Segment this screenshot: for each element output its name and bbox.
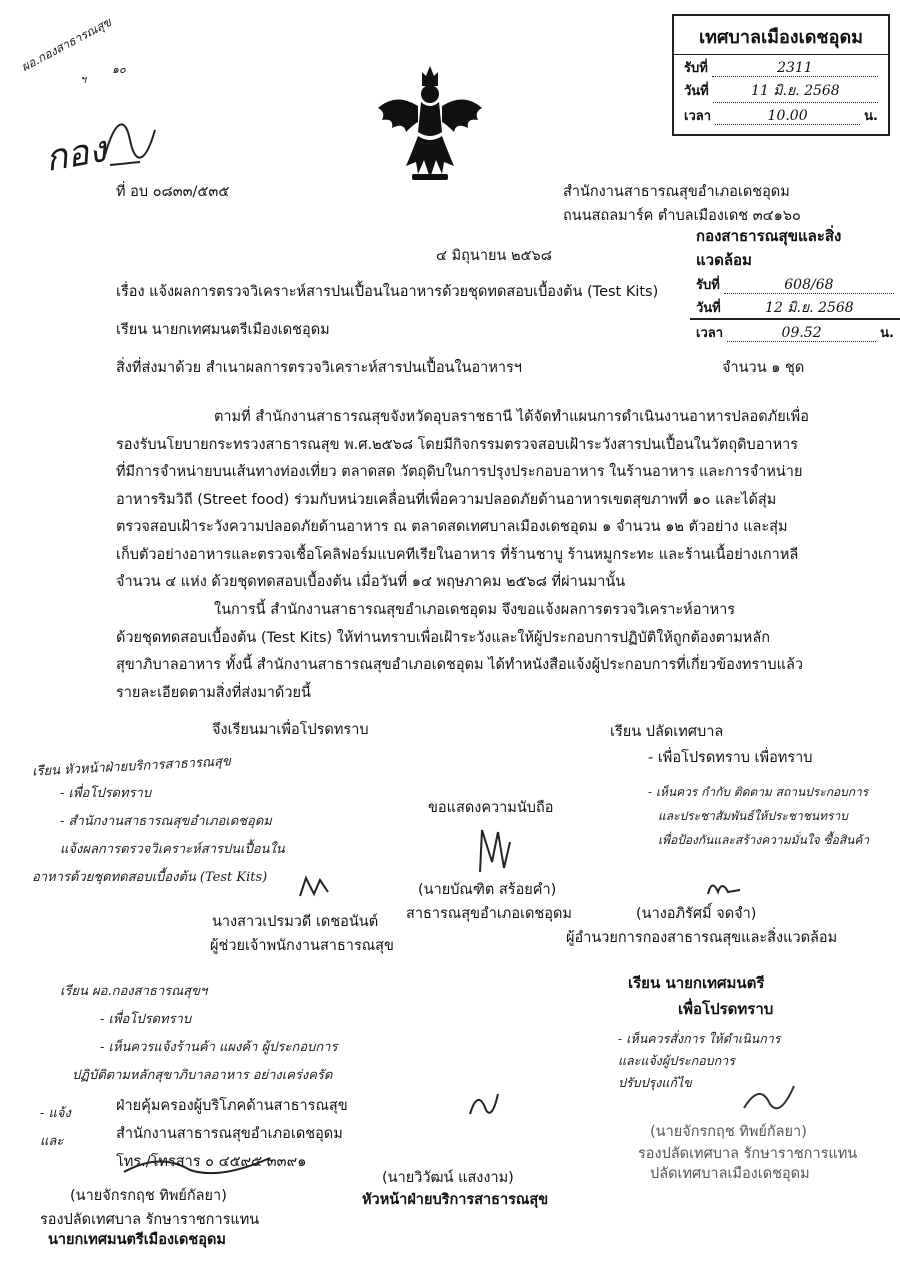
signature-left <box>296 872 336 902</box>
document-subject: เรื่อง แจ้งผลการตรวจวิเคราะห์สารปนเปื้อนในอาหารด้วยชุดทดสอบเบื้องต้น (Test Kits) <box>116 284 659 300</box>
left-signer-name: นางสาวเปรมวดี เดชอนันต์ <box>212 914 379 930</box>
document-recipient: เรียน นายกเทศมนตรีเมืองเดชอุดม <box>116 322 330 338</box>
stamp-time-value: 10.00 <box>715 108 860 125</box>
document-enclosure: สิ่งที่ส่งมาด้วย สำเนาผลการตรวจวิเคราะห์สารปนเปื้อนในอาหารฯ <box>116 360 522 376</box>
stamp-date-value: 11 มิ.ย. 2568 <box>713 80 878 103</box>
middle-signer-name: (นายวิวัฒน์ แสงงาม) <box>382 1170 514 1186</box>
bottom-right-signer-position: รองปลัดเทศบาล รักษาราชการแทน <box>638 1146 858 1162</box>
paragraph-line: จำนวน ๔ แห่ง ด้วยชุดทดสอบเบื้องต้น เมื่อวันที่ ๑๔ พฤษภาคม ๒๕๖๘ ที่ผ่านมานั้น <box>116 574 626 590</box>
paragraph-line: รายละเอียดตามสิ่งที่ส่งมาด้วยนี้ <box>116 684 311 701</box>
mayor-note-subtitle: เพื่อโปรดทราบ <box>678 1000 774 1018</box>
signer-position: สาธารณสุขอำเภอเดชอุดม <box>406 906 572 922</box>
contact-department: ฝ่ายคุ้มครองผู้บริโภคด้านสาธารณสุข <box>116 1098 348 1114</box>
document-date: ๔ มิถุนายน ๒๕๖๘ <box>436 248 552 264</box>
receipt-stamp-municipality <box>672 14 890 136</box>
handwritten-signature: กอง <box>42 128 110 180</box>
bottom-right-signer-position: ปลัดเทศบาลเมืองเดชอุดม <box>650 1166 810 1182</box>
signature-scribble <box>100 110 160 170</box>
stamp-received-number: 608/68 <box>724 277 894 294</box>
bottom-left-signer-position: รองปลัดเทศบาล รักษาราชการแทน <box>40 1212 260 1228</box>
stamp-date-row: วันที่ 11 มิ.ย. 2568 <box>684 80 878 103</box>
bottom-left-signer-name: (นายจักรกฤช ทิพย์กัลยา) <box>70 1188 227 1204</box>
stamp-time-row: เวลา 10.00 น. <box>684 108 878 124</box>
signature-middle <box>464 1084 504 1120</box>
enclosure-quantity: จำนวน ๑ ชุด <box>722 360 805 376</box>
signer-name: (นายบัณฑิต สร้อยคำ) <box>418 882 557 898</box>
stamp-date-row: วันที่ 12 มิ.ย. 2568 <box>696 297 894 320</box>
left-handwritten-note: เรียน หัวหน้าฝ่ายบริการสาธารณสุข - เพื่อโปรดทราบ - สำนักงานสาธารณสุขอำเภอเดชอุดม แจ้งผลการตรวจวิเคราะห์สารปนเปื้อนใน อาหารด้วยชุดทดสอบเบื้องต้น (Test Kits) <box>31 754 285 885</box>
garuda-emblem <box>372 62 488 184</box>
body-paragraph-1 <box>116 404 826 597</box>
left-signer-position: ผู้ช่วยเจ้าพนักงานสาธารณสุข <box>210 938 394 954</box>
signature-right <box>704 876 744 900</box>
right-note-item: - เพื่อโปรดทราบ เพื่อทราบ <box>648 750 813 766</box>
mayor-handwritten-note: - เห็นควรสั่งการ ให้ดำเนินการ และแจ้งผู้ประกอบการ ปรับปรุงแก้ไข <box>618 1031 781 1090</box>
sender-office: สำนักงานสาธารณสุขอำเภอเดชอุดม <box>563 184 790 200</box>
paragraph-line: สุขาภิบาลอาหาร ทั้งนี้ สำนักงานสาธารณสุขอำเภอเดชอุดม ได้ทำหนังสือแจ้งผู้ประกอบการที่เกี่ยวข้องทราบแล้ว <box>116 657 804 673</box>
signature-deputy-left <box>120 1150 280 1180</box>
stamp-time-value: 09.52 <box>727 325 876 342</box>
stamp-time-row: เวลา 09.52 น. <box>696 325 894 341</box>
right-signer-position: ผู้อำนวยการกองสาธารณสุขและสิ่งแวดล้อม <box>566 930 838 946</box>
bottom-left-signer-position: นายกเทศมนตรีเมืองเดชอุดม <box>48 1232 226 1248</box>
stamp-date-value: 12 มิ.ย. 2568 <box>725 297 894 320</box>
receipt-stamp-health-division <box>690 222 900 341</box>
handwritten-routing-note: ผอ.กองสาธารณสุข <box>18 14 114 75</box>
paragraph-line: รองรับนโยบายกระทรวงสาธารณสุข พ.ศ.๒๕๖๘ โดยมีกิจกรรมตรวจสอบเฝ้าระวังสารปนเปื้อนในวัตถุดิบอาหาร <box>116 436 799 453</box>
lower-left-handwritten-note: เรียน ผอ.กองสาธารณสุขฯ - เพื่อโปรดทราบ - เห็นควรแจ้งร้านค้า แผงค้า ผู้ประกอบการ ปฏิบัติตามหลักสุขาภิบาลอาหาร อย่างเคร่งครัด <box>60 984 338 1083</box>
handwritten-mark: ๑๐ <box>112 63 126 76</box>
paragraph-line: เก็บตัวอย่างอาหารและตรวจเชื้อโคลิฟอร์มแบคทีเรียในอาหาร ที่ร้านชาบู ร้านหมูกระทะ และร้านเนื้อย่างเกาหลี <box>116 546 799 563</box>
body-paragraph-2 <box>116 597 826 707</box>
paragraph-line: ตรวจสอบเฝ้าระวังความปลอดภัยด้านอาหาร ณ ตลาดสดเทศบาลเมืองเดชอุดม ๑ จำนวน ๑๒ ตัวอย่าง และสุ่ม <box>116 519 788 535</box>
stamp-received-row: รับที่ 2311 <box>684 57 878 78</box>
signature-main <box>470 822 520 878</box>
paragraph-line: ด้วยชุดทดสอบเบื้องต้น (Test Kits) ให้ท่านทราบเพื่อเฝ้าระวังและให้ผู้ประกอบการปฏิบัติให้ถูกต้องตามหลัก <box>116 629 770 646</box>
signature-deputy-right <box>740 1078 800 1118</box>
middle-signer-position: หัวหน้าฝ่ายบริการสาธารณสุข <box>362 1192 549 1208</box>
stamp-received-row: รับที่ 608/68 <box>696 274 894 295</box>
right-handwritten-note: - เห็นควร กำกับ ติดตาม สถานประกอบการ และประชาสัมพันธ์ให้ประชาชนทราบ เพื่อป้องกันและสร้างความมั่นใจ ซื้อสินค้า <box>648 785 870 847</box>
bottom-right-signer-name: (นายจักรกฤช ทิพย์กัลยา) <box>650 1124 807 1140</box>
paragraph-line: ตามที่ สำนักงานสาธารณสุขจังหวัดอุบลราชธานี ได้จัดทำแผนการดำเนินงานอาหารปลอดภัยเพื่อ <box>214 409 809 425</box>
right-signer-name: (นางอภิรัศมิ์ จดจำ) <box>636 906 757 922</box>
document-number: ที่ อบ ๐๘๓๓/๕๓๕ <box>116 184 230 200</box>
contact-office: สำนักงานสาธารณสุขอำเภอเดชอุดม <box>116 1126 343 1142</box>
mayor-note-title: เรียน นายกเทศมนตรี <box>628 974 765 992</box>
stamp-title: เทศบาลเมืองเดชอุดม <box>698 27 864 48</box>
paragraph-line: อาหารริมวิถี (Street food) ร่วมกับหน่วยเคลื่อนที่เพื่อความปลอดภัยด้านอาหารเขตสุขภาพที่ ๑๐ และได้สุ่ม <box>116 491 777 508</box>
contact-phone: โทร./โทรสาร ๐ ๔๕๙๕ ๓๓๙๑ <box>116 1154 307 1170</box>
paragraph-line: ในการนี้ สำนักงานสาธารณสุขอำเภอเดชอุดม จึงขอแจ้งผลการตรวจวิเคราะห์อาหาร <box>214 602 736 618</box>
regards-phrase: ขอแสดงความนับถือ <box>428 800 554 816</box>
lower-left-handwritten-mark: - แจ้ง <box>40 1106 71 1121</box>
sender-address: ถนนสถลมาร์ค ตำบลเมืองเดช ๓๔๑๖๐ <box>563 208 801 224</box>
lower-left-handwritten-mark: และ <box>40 1134 64 1149</box>
stamp-received-number: 2311 <box>712 60 878 77</box>
closing-phrase: จึงเรียนมาเพื่อโปรดทราบ <box>212 722 369 738</box>
handwritten-mark: ฯ <box>80 73 87 86</box>
paragraph-line: ที่มีการจำหน่ายบนเส้นทางท่องเที่ยว ตลาดสด วัตถุดิบในการปรุงประกอบอาหาร ในร้านอาหาร และการจำหน่าย <box>116 464 803 480</box>
right-note-title: เรียน ปลัดเทศบาล <box>610 724 724 740</box>
stamp-title: กองสาธารณสุขและสิ่งแวดล้อม <box>696 227 842 269</box>
